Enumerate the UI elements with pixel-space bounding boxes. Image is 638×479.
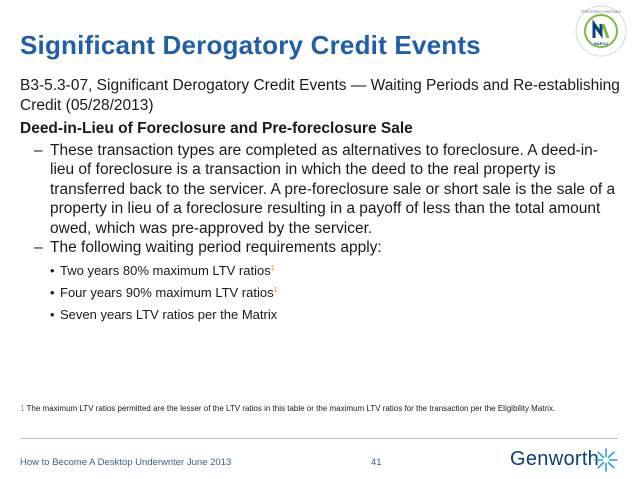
point-1 [34,141,620,239]
footer-caption: How to Become A Desktop Underwriter June 2013 [20,457,232,468]
subpoint-2-text: Four years 90% maximum LTV ratios [60,284,274,300]
footnote-number: 1 [20,404,25,413]
slide-body [20,76,620,327]
bullet-marker: • [50,284,55,300]
subpoint-3-text: Seven years LTV ratios per the Matrix [60,306,278,322]
point-2-text: The following waiting period requirements apply: [50,239,382,256]
badge-logo-text: NAFCU [594,41,608,46]
subpoint-1 [50,262,620,280]
badge-ring-text: PREFERRED PARTNER [580,10,622,14]
subpoint-2 [50,284,620,302]
footnote-ref: 1 [273,286,278,294]
point-2 [34,238,620,258]
dash-marker: – [34,239,43,256]
nafcu-preferred-partner-badge [574,4,628,58]
bullet-marker: • [50,262,55,278]
dash-marker: – [34,141,43,159]
genworth-burst-icon [593,447,619,473]
footer-divider [20,438,618,439]
genworth-logo-text: Genworth [510,448,600,470]
subpoint-3 [50,306,620,324]
subpoint-1-text: Two years 80% maximum LTV ratios [60,262,271,278]
page-number: 41 [371,457,382,468]
footnote-ref: 1 [270,264,275,272]
subtitle: B3-5.3-07, Significant Derogatory Credit Events — Waiting Periods and Re-establishing Credit (05/28/2013) [20,77,620,114]
bullet-marker: • [50,306,55,322]
footnote [20,404,555,413]
point-1-text: These transaction types are completed as alternatives to foreclosure. A deed-in-lieu of foreclosure is a transaction in which the deed to the real property is transferred back to the servicer. A pre-foreclosure sale or short sale is the sale of a property in lieu of a foreclosure resulting in a payoff of less than the total amount owed, which was pre-approved by the servicer. [50,141,616,237]
section-heading: Deed-in-Lieu of Foreclosure and Pre-foreclosure Sale [20,120,413,137]
slide-title: Significant Derogatory Credit Events [20,30,481,60]
footnote-text: The maximum LTV ratios permitted are the lesser of the LTV ratios in this table or the maximum LTV ratios for the transaction per the Eligibility Matrix. [26,404,556,413]
